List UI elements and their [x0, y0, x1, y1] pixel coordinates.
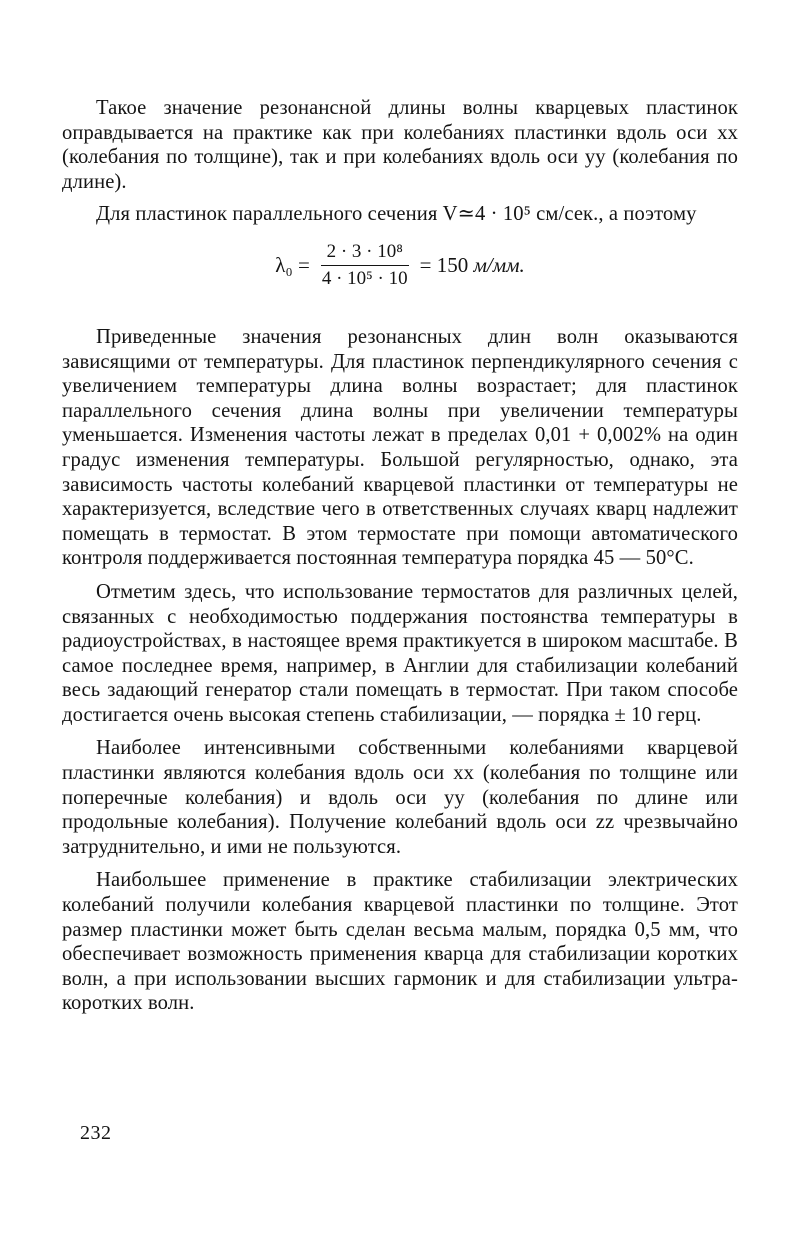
paragraph-6: Наибольшее применение в практике стабилизации электрических колебаний получили колебания кварцевой пластинки по толщине. Этот размер пластинки может быть сделан весьма малым, порядка 0,5 мм, что обеспечивает возможность применения кварца для стабилизации коротких волн, а при использовании высших гармоник и для стабилизации ультра-коротких волн.: [62, 869, 738, 1015]
formula-unit: м/мм.: [473, 253, 525, 278]
paragraph-5: Наиболее интенсивными собственными колебаниями кварцевой пластинки являются колебания вдоль оси xx (колебания по толщине или поперечные колебания) и вдоль оси yy (колебания по длине или продольные колебания). Получение колебаний вдоль оси zz чрезвычайно затруднительно, и ими не пользуются.: [62, 737, 738, 858]
paragraph-1: Такое значение резонансной длины волны кварцевых пластинок оправдывается на практике как при колебаниях пластинки вдоль оси xx (колебания по толщине), так и при колебаниях вдоль оси yy (колебания по длине).: [62, 97, 738, 193]
formula-rhs: = 150: [419, 253, 469, 278]
paragraph-3: Приведенные значения резонансных длин волн оказываются зависящими от температуры. Для пластинок перпендикулярного сечения с увеличением температуры длина волны возрастает; для пластинок параллельного сечения длина волны при увеличении температуры уменьшается. Изменения частоты лежат в пределах 0,01 + 0,002% на один градус изменения температуры. Большой регулярностью, однако, эта зависимость частоты колебаний кварцевой пластинки от температуры не характеризуется, вследствие чего в ответственных случаях кварц надлежит помещать в термостат. В этом термостате при помощи автоматического контроля поддерживается постоянная температура порядка 45 — 50°С.: [62, 325, 738, 570]
formula-lhs: λ₀ =: [275, 253, 310, 278]
formula-fraction: [316, 241, 414, 290]
page-number: 232: [80, 1122, 112, 1144]
paragraph-4: Отметим здесь, что использование термостатов для различных целей, связанных с необходимостью поддержания постоянства температуры в радиоустройствах, в настоящее время практикуется в широком масштабе. В самое последнее время, например, в Англии для стабилизации колебаний весь задающий генератор стали помещать в термостат. При таком способе достигается очень высокая степень стабилизации, — порядка ± 10 герц.: [62, 580, 738, 726]
paragraph-2: Для пластинок параллельного сечения V≃4 · 10⁵ см/сек., а поэтому: [96, 203, 697, 226]
page-body: [62, 96, 738, 1016]
formula-denominator: 4 · 10⁵ · 10: [321, 268, 408, 290]
formula: [62, 237, 738, 295]
formula-numerator: 2 · 3 · 10⁸: [321, 241, 409, 266]
